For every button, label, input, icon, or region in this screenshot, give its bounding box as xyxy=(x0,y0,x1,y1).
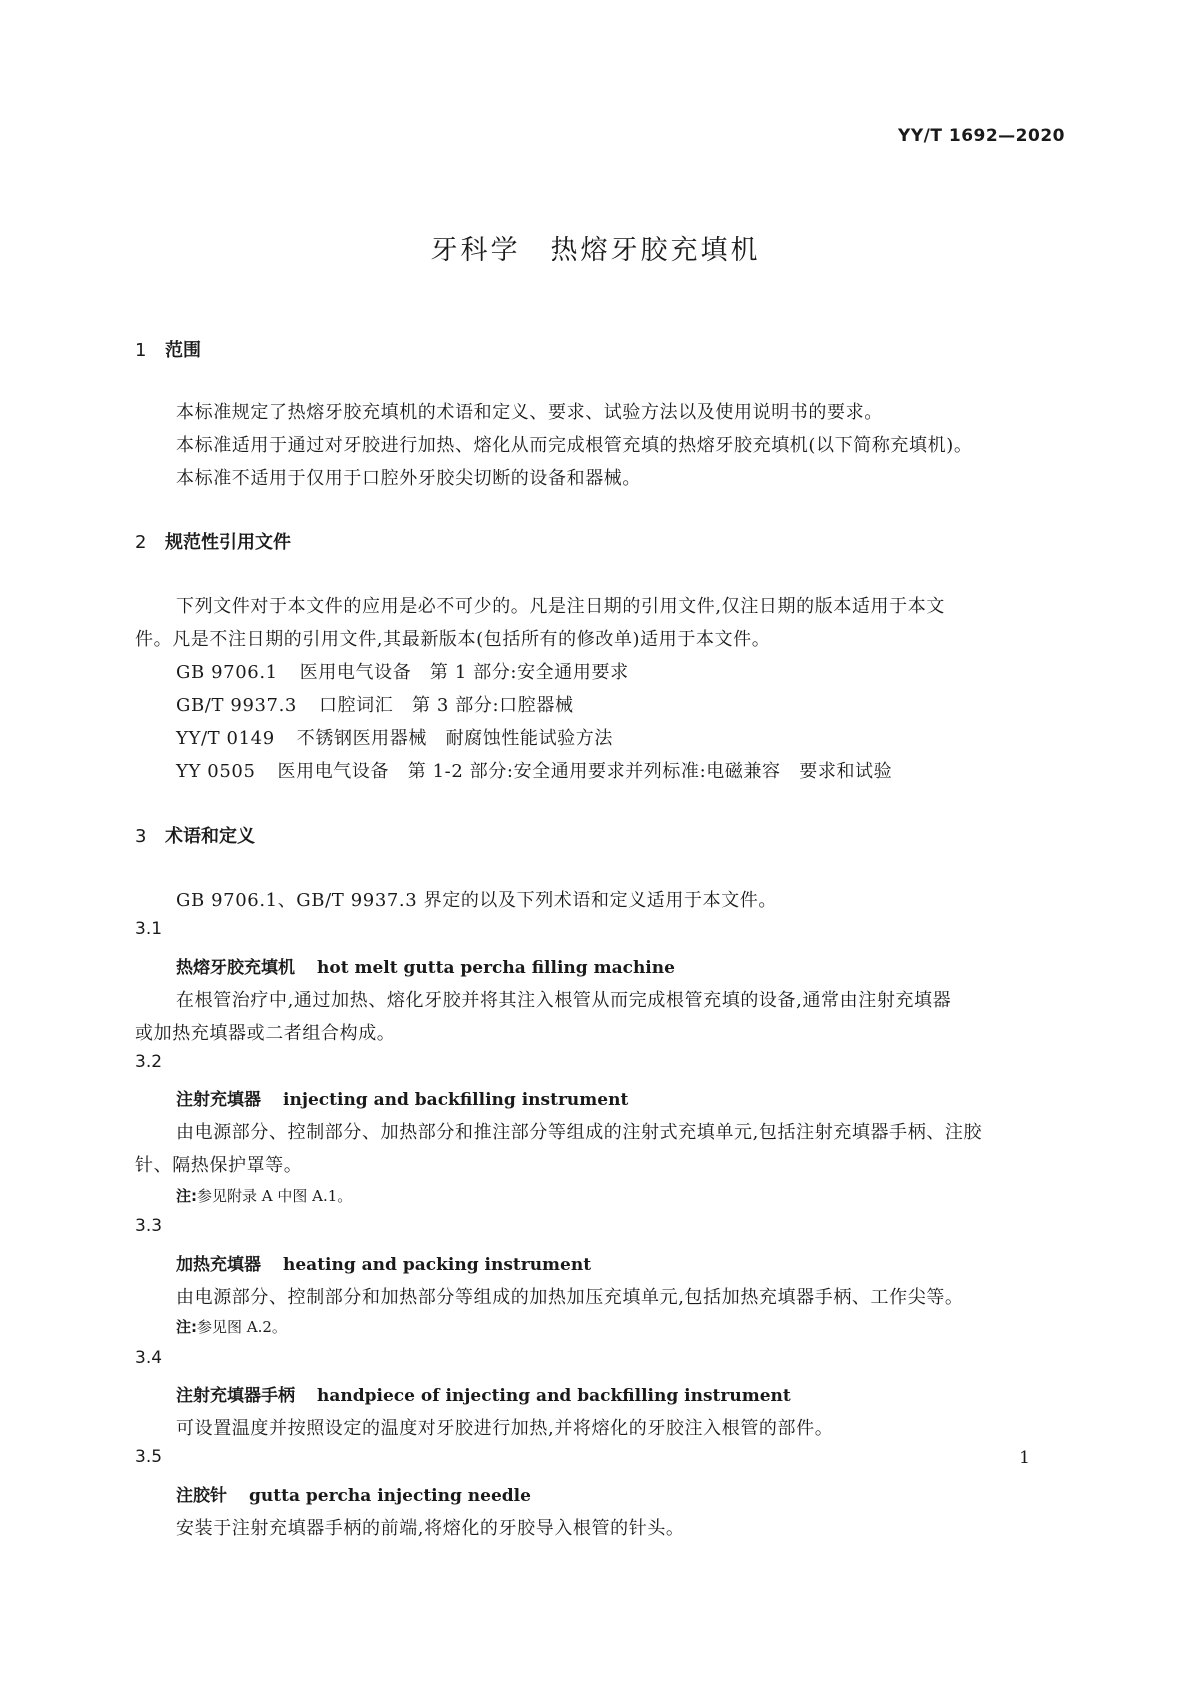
term-en: heating and packing instrument xyxy=(283,1255,592,1275)
term-number: 3.2 xyxy=(135,1052,163,1072)
term-note xyxy=(176,1316,287,1337)
paragraph: 本标准不适用于仅用于口腔外牙胶尖切断的设备和器械。 xyxy=(176,468,641,489)
reference-item xyxy=(176,658,629,684)
reference-title: 口腔词汇 第 3 部分:口腔器械 xyxy=(318,695,574,716)
term-en: handpiece of injecting and backfilling instrument xyxy=(317,1386,791,1406)
page-number: 1 xyxy=(1019,1448,1030,1468)
term-en: hot melt gutta percha filling machine xyxy=(317,958,675,978)
paragraph: 下列文件对于本文件的应用是必不可少的。凡是注日期的引用文件,仅注日期的版本适用于本文 xyxy=(176,596,945,617)
section-heading-terms-definitions xyxy=(135,822,255,848)
section-number: 2 xyxy=(135,532,147,553)
term-note xyxy=(176,1185,352,1206)
standard-code: YY/T 1692—2020 xyxy=(898,126,1065,146)
term-definition: 针、隔热保护罩等。 xyxy=(135,1155,303,1176)
term-en: injecting and backfilling instrument xyxy=(283,1090,629,1110)
note-text: 参见附录 A 中图 A.1。 xyxy=(197,1187,353,1205)
term-number: 3.4 xyxy=(135,1348,163,1368)
section-heading-scope xyxy=(135,336,201,362)
term-heading xyxy=(176,1381,791,1406)
term-zh: 注射充填器手柄 xyxy=(176,1386,295,1406)
section-heading-normative-references xyxy=(135,528,291,554)
term-definition: 由电源部分、控制部分和加热部分等组成的加热加压充填单元,包括加热充填器手柄、工作尖等。 xyxy=(176,1287,964,1308)
term-number: 3.1 xyxy=(135,919,163,939)
paragraph: 本标准规定了热熔牙胶充填机的术语和定义、要求、试验方法以及使用说明书的要求。 xyxy=(176,402,883,423)
reference-code: GB/T 9937.3 xyxy=(176,695,297,716)
reference-title: 不锈钢医用器械 耐腐蚀性能试验方法 xyxy=(296,728,613,749)
reference-code: GB 9706.1 xyxy=(176,662,278,683)
section-number: 1 xyxy=(135,340,147,361)
reference-item xyxy=(176,724,613,750)
term-zh: 注胶针 xyxy=(176,1486,227,1506)
term-number: 3.5 xyxy=(135,1447,163,1467)
note-text: 参见图 A.2。 xyxy=(197,1318,287,1336)
section-title: 范围 xyxy=(165,340,201,361)
term-en: gutta percha injecting needle xyxy=(249,1486,531,1506)
note-label: 注: xyxy=(176,1187,197,1205)
reference-code: YY 0505 xyxy=(176,761,256,782)
term-definition: 安装于注射充填器手柄的前端,将熔化的牙胶导入根管的针头。 xyxy=(176,1518,685,1539)
paragraph: 本标准适用于通过对牙胶进行加热、熔化从而完成根管充填的热熔牙胶充填机(以下简称充填机)。 xyxy=(176,435,973,456)
reference-title: 医用电气设备 第 1 部分:安全通用要求 xyxy=(299,662,629,683)
reference-item xyxy=(176,691,574,717)
section-title: 术语和定义 xyxy=(165,826,255,847)
term-zh: 注射充填器 xyxy=(176,1090,261,1110)
term-zh: 加热充填器 xyxy=(176,1255,261,1275)
section-title: 规范性引用文件 xyxy=(165,532,291,553)
reference-item xyxy=(176,757,892,783)
term-heading xyxy=(176,1481,531,1506)
term-definition: 或加热充填器或二者组合构成。 xyxy=(135,1023,396,1044)
reference-title: 医用电气设备 第 1-2 部分:安全通用要求并列标准:电磁兼容 要求和试验 xyxy=(277,761,893,782)
term-heading xyxy=(176,953,675,978)
paragraph: GB 9706.1、GB/T 9937.3 界定的以及下列术语和定义适用于本文件。 xyxy=(176,890,778,911)
term-definition: 可设置温度并按照设定的温度对牙胶进行加热,并将熔化的牙胶注入根管的部件。 xyxy=(176,1418,834,1439)
document-title: 牙科学 热熔牙胶充填机 xyxy=(430,235,761,266)
term-zh: 热熔牙胶充填机 xyxy=(176,958,295,978)
term-heading xyxy=(176,1085,628,1110)
paragraph: 件。凡是不注日期的引用文件,其最新版本(包括所有的修改单)适用于本文件。 xyxy=(135,629,771,650)
term-definition: 在根管治疗中,通过加热、熔化牙胶并将其注入根管从而完成根管充填的设备,通常由注射充填器 xyxy=(176,990,952,1011)
reference-code: YY/T 0149 xyxy=(176,728,275,749)
term-heading xyxy=(176,1250,591,1275)
term-number: 3.3 xyxy=(135,1216,163,1236)
note-label: 注: xyxy=(176,1318,197,1336)
term-definition: 由电源部分、控制部分、加热部分和推注部分等组成的注射式充填单元,包括注射充填器手柄、注胶 xyxy=(176,1122,983,1143)
section-number: 3 xyxy=(135,826,147,847)
